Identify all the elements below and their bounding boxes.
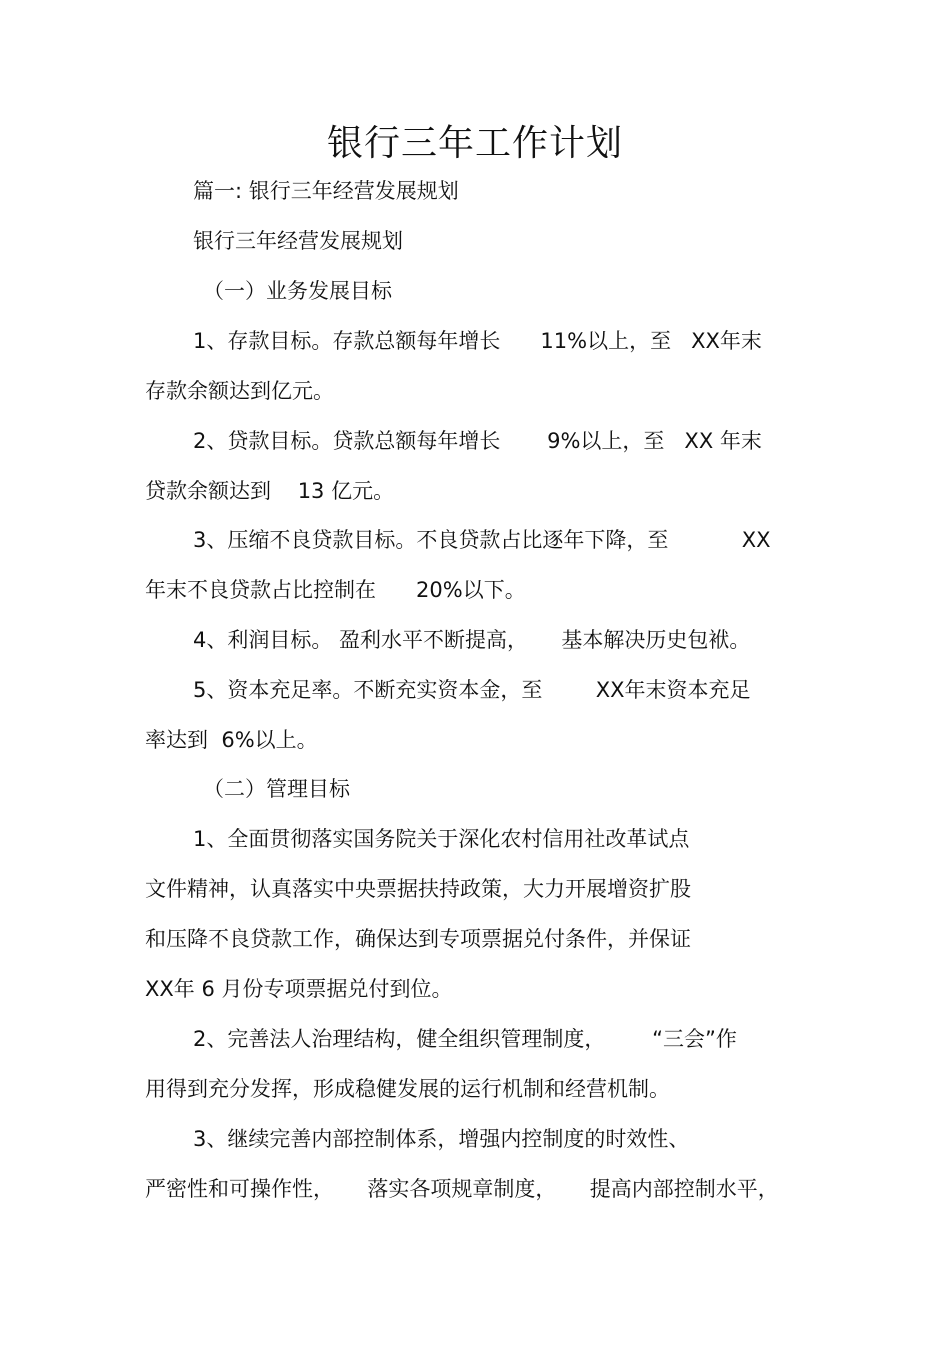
paragraph-line: 贷款余额达到 13 亿元。 xyxy=(145,479,395,503)
paragraph-line: 率达到 6%以上。 xyxy=(145,728,318,752)
paragraph-line: 4、利润目标。 盈利水平不断提高， 基本解决历史包袱。 xyxy=(193,628,751,652)
document-title: 银行三年工作计划 xyxy=(326,123,623,164)
paragraph-line: 1、存款目标。存款总额每年增长 11%以上，至 XX年末 xyxy=(193,329,762,353)
paragraph-line: 2、贷款目标。贷款总额每年增长 9%以上，至 XX 年末 xyxy=(193,429,762,453)
paragraph-line: 严密性和可操作性， 落实各项规章制度， 提高内部控制水平， xyxy=(145,1177,779,1201)
heading-business-goals: （一）业务发展目标 xyxy=(203,279,392,303)
subtitle: 银行三年经营发展规划 xyxy=(193,229,403,253)
paragraph-line: 1、全面贯彻落实国务院关于深化农村信用社改革试点 xyxy=(193,827,690,851)
paragraph-line: 用得到充分发挥，形成稳健发展的运行机制和经营机制。 xyxy=(145,1077,670,1101)
paragraph-line: 2、完善法人治理结构，健全组织管理制度， “三会”作 xyxy=(193,1027,737,1051)
section-heading: 篇一: 银行三年经营发展规划 xyxy=(193,179,459,203)
paragraph-line: 和压降不良贷款工作，确保达到专项票据兑付条件，并保证 xyxy=(145,927,691,951)
paragraph-line: 年末不良贷款占比控制在 20%以下。 xyxy=(145,578,526,602)
paragraph-line: XX年 6 月份专项票据兑付到位。 xyxy=(145,977,453,1001)
heading-management-goals: （二）管理目标 xyxy=(203,777,350,801)
paragraph-line: 5、资本充足率。不断充实资本金，至 XX年末资本充足 xyxy=(193,678,751,702)
paragraph-line: 3、压缩不良贷款目标。不良贷款占比逐年下降，至 XX xyxy=(193,528,771,552)
paragraph-line: 文件精神，认真落实中央票据扶持政策，大力开展增资扩股 xyxy=(145,877,691,901)
paragraph-line: 存款余额达到亿元。 xyxy=(145,379,334,403)
paragraph-line: 3、继续完善内部控制体系，增强内控制度的时效性、 xyxy=(193,1127,690,1151)
